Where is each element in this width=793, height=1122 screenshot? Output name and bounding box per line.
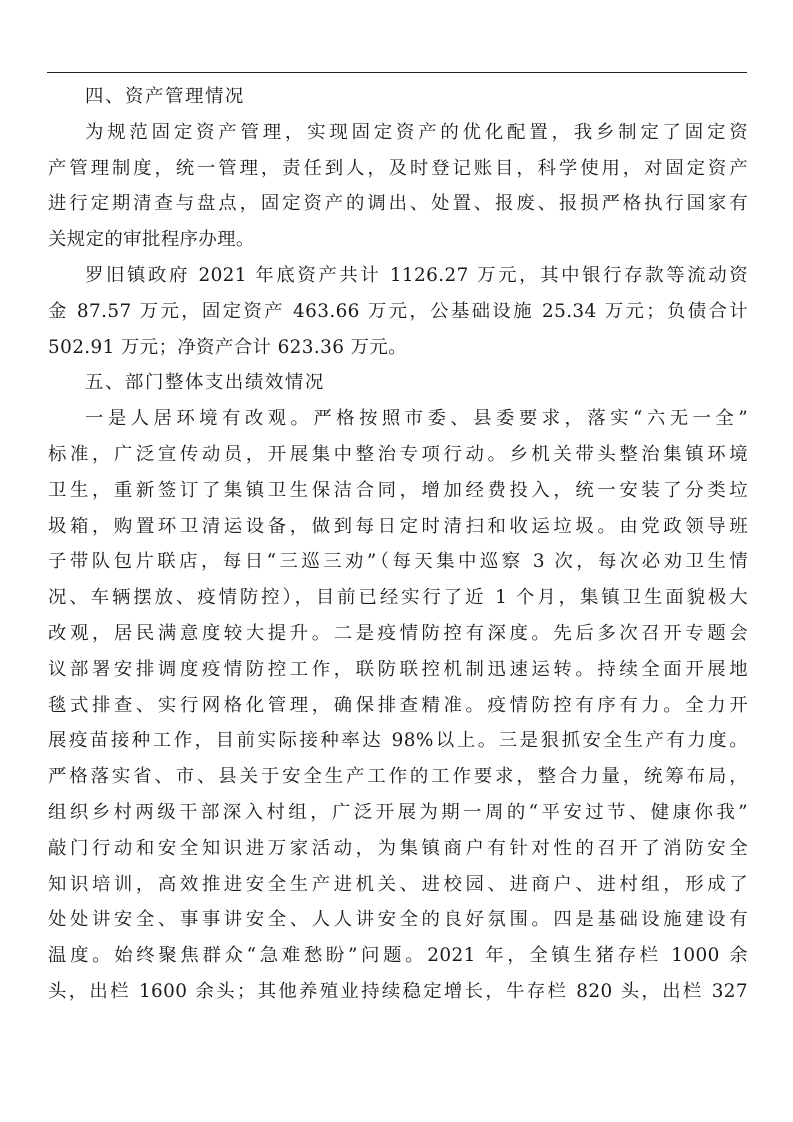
text-line: 标准，广泛宣传动员，开展集中整治专项行动。乡机关带头整治集镇环境 [48,443,748,465]
header-rule [47,72,747,73]
text-line: 组织乡村两级干部深入村组，广泛开展为期一周的“平安过节、健康你我” [48,801,748,823]
text-line: 毯式排查、实行网格化管理，确保排查精准。疫情防控有序有力。全力开 [48,694,748,716]
text-line: 敲门行动和安全知识进万家活动，为集镇商户有针对性的召开了消防安全 [48,837,748,859]
text-line: 为规范固定资产管理，实现固定资产的优化配置，我乡制定了固定资 [85,121,748,143]
text-line: 况、车辆摆放、疫情防控），目前已经实行了近 1 个月，集镇卫生面貌极大 [48,587,748,609]
text-line: 子带队包片联店，每日“三巡三劝”（每天集中巡察 3 次，每次必劝卫生情 [48,551,748,573]
text-line: 展疫苗接种工作，目前实际接种率达 98%以上。三是狠抓安全生产有力度。 [48,730,748,752]
section-heading: 四、资产管理情况 [85,86,245,107]
text-line: 圾箱，购置环卫清运设备，做到每日定时清扫和收运垃圾。由党政领导班 [48,515,748,537]
text-line: 知识培训，高效推进安全生产进机关、进校园、进商户、进村组，形成了 [48,873,748,895]
text-line: 议部署安排调度疫情防控工作，联防联控机制迅速运转。持续全面开展地 [48,658,748,680]
text-line: 头，出栏 1600 余头；其他养殖业持续稳定增长，牛存栏 820 头，出栏 327 [48,980,748,1002]
text-line: 处处讲安全、事事讲安全、人人讲安全的良好氛围。四是基础设施建设有 [48,909,748,931]
section-heading: 五、部门整体支出绩效情况 [85,372,325,394]
document-body [48,79,748,1010]
text-line: 关规定的审批程序办理。 [48,229,255,251]
text-line: 502.91 万元；净资产合计 623.36 万元。 [48,336,407,358]
text-line: 进行定期清查与盘点，固定资产的调出、处置、报废、报损严格执行国家有 [48,193,748,215]
text-line: 改观，居民满意度较大提升。二是疫情防控有深度。先后多次召开专题会 [48,622,748,644]
text-line: 金 87.57 万元，固定资产 463.66 万元，公基础设施 25.34 万元；负债合计 [48,300,748,322]
text-line: 严格落实省、市、县关于安全生产工作的工作要求，整合力量，统筹布局， [48,766,748,788]
text-line: 一是人居环境有改观。严格按照市委、县委要求，落实“六无一全” [85,408,748,430]
text-line: 产管理制度，统一管理，责任到人，及时登记账目，科学使用，对固定资产 [48,157,748,179]
text-line: 温度。始终聚焦群众“急难愁盼”问题。2021 年，全镇生猪存栏 1000 余 [48,945,748,967]
text-line: 卫生，重新签订了集镇卫生保洁合同，增加经费投入，统一安装了分类垃 [48,479,748,501]
text-line: 罗旧镇政府 2021 年底资产共计 1126.27 万元，其中银行存款等流动资 [85,264,748,286]
